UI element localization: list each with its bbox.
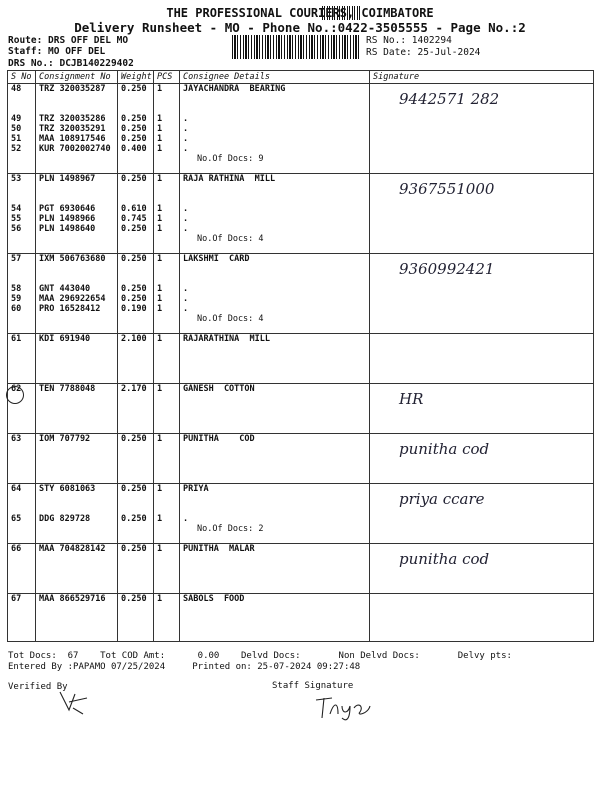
weight-value: 0.250	[121, 224, 147, 234]
consignee-dot	[183, 94, 366, 104]
col-weight: Weight	[118, 71, 154, 84]
no-of-docs: No.Of Docs: 4	[197, 314, 264, 324]
weight-value: 0.250	[121, 434, 147, 444]
sno-cell	[8, 544, 36, 594]
consignment-value: PGT 6930646	[39, 204, 96, 214]
pcs-cell	[154, 484, 180, 544]
handwritten-signature: punitha cod	[399, 550, 490, 568]
sno-value: 63	[11, 434, 22, 444]
pcs-value: 1	[157, 114, 163, 124]
consignee-name: PUNITHA MALAR	[183, 544, 255, 554]
sno-value: 58	[11, 284, 22, 294]
consignment-value: MAA 296922654	[39, 294, 106, 304]
consignee-dot: .	[183, 114, 189, 124]
handwritten-signature: HR	[399, 390, 424, 408]
consignment-cell	[36, 84, 118, 174]
weight-value	[121, 504, 150, 514]
verified-by-label: Verified By	[8, 682, 68, 692]
weight-value: 0.610	[121, 204, 147, 214]
weight-value	[121, 274, 150, 284]
pcs-value: 1	[157, 484, 163, 494]
pcs-value: 1	[157, 254, 163, 264]
weight-value: 0.190	[121, 304, 147, 314]
table-row	[8, 434, 594, 484]
runsheet-subtitle: Delivery Runsheet - MO - Phone No.:0422-3505555 - Page No.:2	[74, 20, 526, 35]
consignee-cell	[180, 544, 370, 594]
consignment-value: TEN 7788048	[39, 384, 96, 394]
pcs-value: 1	[157, 334, 163, 344]
consignment-value	[39, 494, 114, 504]
no-of-docs: No.Of Docs: 4	[197, 234, 264, 244]
consignment-value: STY 6081063	[39, 484, 96, 494]
company-title: THE PROFESSIONAL COURIERS, COIMBATORE	[166, 6, 434, 20]
consignment-value: GNT 443040	[39, 284, 91, 294]
pcs-value: 1	[157, 514, 163, 524]
drs-number: DRS No.: DCJB140229402	[8, 58, 134, 69]
footer-totals: Tot Docs: 67 Tot COD Amt: 0.00 Delvd Docs: Non Delvd Docs: Delvy pts:	[8, 651, 512, 661]
consignee-name: JAYACHANDRA BEARING	[183, 84, 286, 94]
weight-value	[121, 104, 150, 114]
weight-value	[121, 184, 150, 194]
table-row	[8, 334, 594, 384]
pcs-cell	[154, 384, 180, 434]
weight-cell	[118, 594, 154, 642]
footer-entered-by: Entered By :PAPAMO 07/25/2024 Printed on: 25-07-2024 09:27:48	[8, 662, 361, 672]
pcs-value	[157, 94, 176, 104]
sno-cell	[8, 434, 36, 484]
consignment-cell	[36, 484, 118, 544]
rs-date: RS Date: 25-Jul-2024	[366, 47, 481, 58]
sno-value: 66	[11, 544, 22, 554]
consignment-value	[39, 194, 114, 204]
weight-value: 0.250	[121, 484, 147, 494]
table-row	[8, 84, 594, 174]
consignee-cell	[180, 84, 370, 174]
consignment-value: KDI 691940	[39, 334, 91, 344]
weight-cell	[118, 84, 154, 174]
sno-value: 61	[11, 334, 22, 344]
consignee-name: PRIYA	[183, 484, 209, 494]
sno-value: 56	[11, 224, 22, 234]
pcs-value: 1	[157, 144, 163, 154]
handwritten-signature: 9360992421	[399, 260, 495, 278]
consignment-value	[39, 274, 114, 284]
handwritten-signature: 9367551000	[399, 180, 495, 198]
consignment-value: IXM 506763680	[39, 254, 106, 264]
consignee-cell	[180, 484, 370, 544]
weight-value: 0.400	[121, 144, 147, 154]
handwritten-signature: priya ccare	[399, 490, 485, 508]
consignment-value	[39, 94, 114, 104]
signature-cell	[370, 544, 594, 594]
pcs-value	[157, 504, 176, 514]
pcs-value: 1	[157, 304, 163, 314]
circled-entry-mark	[6, 386, 24, 404]
consignment-cell	[36, 254, 118, 334]
consignee-dot: .	[183, 224, 189, 234]
signature-cell	[370, 594, 594, 642]
sno-value: 64	[11, 484, 22, 494]
pcs-value: 1	[157, 544, 163, 554]
signature-cell	[370, 84, 594, 174]
barcode	[232, 35, 360, 59]
consignment-value: KUR 7002002740	[39, 144, 111, 154]
sno-value: 62	[11, 384, 22, 394]
table-row	[8, 174, 594, 254]
weight-value	[121, 494, 150, 504]
consignment-value: PRO 16528412	[39, 304, 101, 314]
consignment-value: MAA 704828142	[39, 544, 106, 554]
consignee-dot: .	[183, 124, 189, 134]
consignee-cell	[180, 254, 370, 334]
col-consignment: Consignment No	[36, 71, 118, 84]
consignment-value: TRZ 320035287	[39, 84, 106, 94]
consignment-value	[39, 504, 114, 514]
consignment-cell	[36, 384, 118, 434]
consignee-cell	[180, 434, 370, 484]
consignee-dot: .	[183, 304, 189, 314]
consignee-name: RAJA RATHINA MILL	[183, 174, 276, 184]
pcs-value: 1	[157, 124, 163, 134]
consignment-cell	[36, 594, 118, 642]
consignee-name: RAJARATHINA MILL	[183, 334, 270, 344]
consignee-dot	[183, 264, 366, 274]
pcs-cell	[154, 174, 180, 254]
pcs-cell	[154, 544, 180, 594]
pcs-value: 1	[157, 214, 163, 224]
consignment-value: PLN 1498966	[39, 214, 96, 224]
sno-value	[11, 104, 32, 114]
pcs-value: 1	[157, 224, 163, 234]
consignment-cell	[36, 434, 118, 484]
table-row	[8, 594, 594, 642]
sno-value	[11, 184, 32, 194]
weight-cell	[118, 544, 154, 594]
consignment-value	[39, 264, 114, 274]
consignee-dot: .	[183, 284, 189, 294]
sno-cell	[8, 594, 36, 642]
signature-cell	[370, 254, 594, 334]
sno-cell	[8, 334, 36, 384]
sno-cell	[8, 174, 36, 254]
weight-value	[121, 194, 150, 204]
consignee-name: SABOLS FOOD	[183, 594, 245, 604]
weight-value: 0.250	[121, 114, 147, 124]
consignee-dot: .	[183, 514, 189, 524]
handwritten-signature: 9442571 282	[399, 90, 500, 108]
weight-cell	[118, 334, 154, 384]
pcs-value	[157, 264, 176, 274]
consignee-cell	[180, 174, 370, 254]
sno-value: 51	[11, 134, 22, 144]
weight-cell	[118, 174, 154, 254]
weight-value: 0.250	[121, 174, 147, 184]
verified-signature	[55, 688, 95, 716]
signature-cell	[370, 384, 594, 434]
col-sno: S No	[8, 71, 36, 84]
runsheet-table	[7, 70, 594, 642]
sno-cell	[8, 84, 36, 174]
consignee-dot: .	[183, 294, 189, 304]
staff-signature-label: Staff Signature	[272, 681, 354, 691]
pcs-value: 1	[157, 134, 163, 144]
table-header-row	[8, 71, 594, 84]
weight-value: 0.250	[121, 294, 147, 304]
staff-signature	[312, 692, 374, 722]
consignment-value: DDG 829728	[39, 514, 91, 524]
pcs-value: 1	[157, 204, 163, 214]
consignment-value: IOM 707792	[39, 434, 91, 444]
consignment-cell	[36, 334, 118, 384]
signature-cell	[370, 174, 594, 254]
weight-cell	[118, 384, 154, 434]
table-row	[8, 384, 594, 434]
signature-cell	[370, 434, 594, 484]
sno-value: 49	[11, 114, 22, 124]
pcs-value: 1	[157, 594, 163, 604]
pcs-value	[157, 194, 176, 204]
staff-label: Staff: MO OFF DEL	[8, 46, 106, 57]
pcs-value	[157, 184, 176, 194]
table-row	[8, 254, 594, 334]
consignee-dot	[183, 494, 366, 504]
weight-value: 0.250	[121, 84, 147, 94]
col-consignee: Consignee Details	[180, 71, 370, 84]
consignment-value: TRZ 320035291	[39, 124, 106, 134]
signature-cell	[370, 334, 594, 384]
signature-cell	[370, 484, 594, 544]
pcs-value: 1	[157, 384, 163, 394]
consignee-dot: .	[183, 204, 189, 214]
consignee-cell	[180, 384, 370, 434]
consignee-name: PUNITHA COD	[183, 434, 255, 444]
no-of-docs: No.Of Docs: 2	[197, 524, 264, 534]
pcs-cell	[154, 594, 180, 642]
consignee-dot	[183, 184, 366, 194]
weight-value: 0.250	[121, 594, 147, 604]
sno-value	[11, 194, 32, 204]
weight-cell	[118, 434, 154, 484]
weight-value	[121, 264, 150, 274]
consignment-value: MAA 866529716	[39, 594, 106, 604]
sno-value: 65	[11, 514, 22, 524]
sno-value: 60	[11, 304, 22, 314]
sno-value: 53	[11, 174, 22, 184]
consignment-value: TRZ 320035286	[39, 114, 106, 124]
consignee-dot	[183, 274, 366, 284]
sno-value	[11, 494, 32, 504]
weight-value: 0.250	[121, 254, 147, 264]
handwritten-signature: punitha cod	[399, 440, 490, 458]
sno-cell	[8, 254, 36, 334]
consignee-dot	[183, 104, 366, 114]
pcs-cell	[154, 84, 180, 174]
col-signature: Signature	[370, 71, 594, 84]
col-pcs: PCS	[154, 71, 180, 84]
consignment-value	[39, 104, 114, 114]
sno-value: 67	[11, 594, 22, 604]
consignee-cell	[180, 334, 370, 384]
consignment-value	[39, 184, 114, 194]
weight-value: 0.250	[121, 514, 147, 524]
sno-value: 55	[11, 214, 22, 224]
pcs-value: 1	[157, 174, 163, 184]
sno-value: 57	[11, 254, 22, 264]
consignment-value: PLN 1498640	[39, 224, 96, 234]
weight-value: 0.250	[121, 124, 147, 134]
weight-value: 0.250	[121, 544, 147, 554]
consignment-cell	[36, 544, 118, 594]
consignment-cell	[36, 174, 118, 254]
consignee-dot: .	[183, 214, 189, 224]
pcs-value	[157, 104, 176, 114]
weight-cell	[118, 254, 154, 334]
weight-cell	[118, 484, 154, 544]
consignee-dot	[183, 504, 366, 514]
pcs-value: 1	[157, 294, 163, 304]
pcs-cell	[154, 334, 180, 384]
table-row	[8, 484, 594, 544]
consignment-value: PLN 1498967	[39, 174, 96, 184]
pcs-value: 1	[157, 284, 163, 294]
table-row	[8, 544, 594, 594]
weight-value: 2.170	[121, 384, 147, 394]
route-label: Route: DRS OFF DEL MO	[8, 35, 129, 46]
pcs-value	[157, 494, 176, 504]
consignee-cell	[180, 594, 370, 642]
consignee-dot: .	[183, 144, 189, 154]
weight-value: 0.745	[121, 214, 147, 224]
consignee-dot: .	[183, 134, 189, 144]
consignee-dot	[183, 194, 366, 204]
pcs-value: 1	[157, 434, 163, 444]
rs-number: RS No.: 1402294	[366, 35, 452, 46]
pcs-value	[157, 274, 176, 284]
sno-value: 52	[11, 144, 22, 154]
sno-value	[11, 274, 32, 284]
no-of-docs: No.Of Docs: 9	[197, 154, 264, 164]
sno-value: 59	[11, 294, 22, 304]
sno-value: 48	[11, 84, 22, 94]
sno-cell	[8, 484, 36, 544]
sno-value: 54	[11, 204, 22, 214]
weight-value: 0.250	[121, 284, 147, 294]
sno-value	[11, 94, 32, 104]
pcs-value: 1	[157, 84, 163, 94]
consignee-name: LAKSHMI CARD	[183, 254, 250, 264]
consignee-name: GANESH COTTON	[183, 384, 255, 394]
sno-value	[11, 264, 32, 274]
weight-value: 2.100	[121, 334, 147, 344]
sno-value	[11, 504, 32, 514]
pcs-cell	[154, 254, 180, 334]
consignment-value: MAA 108917546	[39, 134, 106, 144]
weight-value: 0.250	[121, 134, 147, 144]
sno-value: 50	[11, 124, 22, 134]
pcs-cell	[154, 434, 180, 484]
weight-value	[121, 94, 150, 104]
